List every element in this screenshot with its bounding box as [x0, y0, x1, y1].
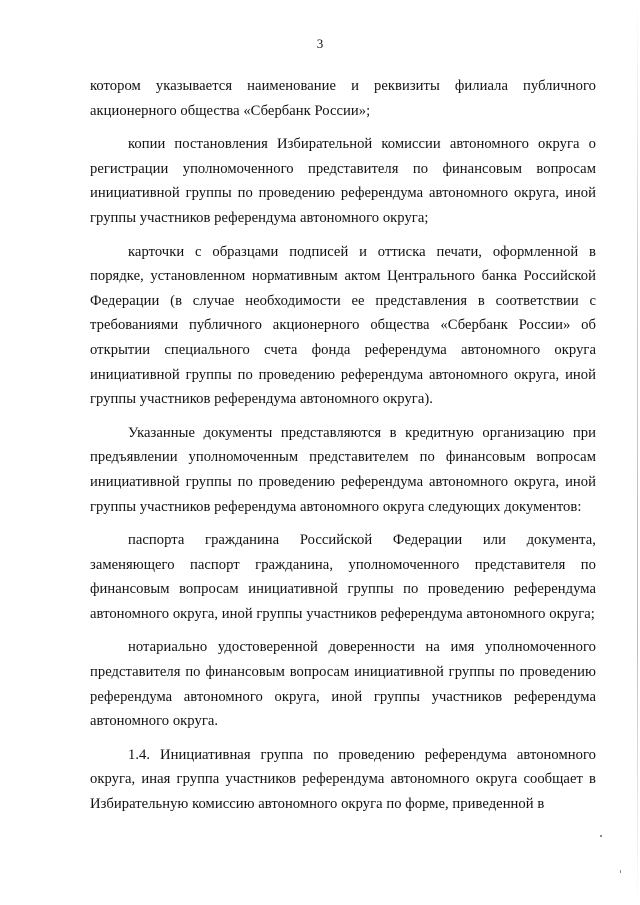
paragraph-resolution-copies: копии постановления Избирательной комиссии автономного округа о регистрации уполномоченного представителя по финансовым вопросам инициативной группы по проведению референдума автономного округа, иной группы участников референдума автономного округа; [90, 136, 596, 226]
paragraph-section-1-4: 1.4. Инициативная группа по проведению референдума автономного округа, иная группа участников референдума автономного округа сообщает в Избирательную комиссию автономного округа по форме, приведенной в [90, 746, 596, 813]
paragraph-signature-cards: карточки с образцами подписей и оттиска печати, оформленной в порядке, установленном нормативным актом Центрального банка Российской Федерации (в случае необходимости ее представления в соответствии с требованиями публичного акционерного общества «Сбербанк России» об открытии специального счета фонда референдума автономного округа инициативной группы по проведению референдума автономного округа, иной группы участников референдума автономного округа). [90, 243, 596, 408]
scan-edge-shadow [637, 0, 638, 905]
scan-speck [620, 870, 621, 873]
paragraph-continuation: котором указывается наименование и реквизиты филиала публичного акционерного общества «Сбербанк России»; [90, 78, 596, 119]
page-number: 3 [316, 36, 324, 51]
paragraph-documents-submitted: Указанные документы представляются в кредитную организацию при предъявлении уполномоченным представителем по финансовым вопросам инициативной группы по проведению референдума автономного округа, иной группы участников референдума автономного округа следующих документов: [90, 424, 596, 515]
document-body [90, 74, 596, 826]
paragraph-passport: паспорта гражданина Российской Федерации или документа, заменяющего паспорт гражданина, уполномоченного представителя по финансовым вопросам инициативной группы по проведению референдума автономного округа, иной группы участников референдума автономного округа; [90, 532, 596, 622]
paragraph-power-of-attorney: нотариально удостоверенной доверенности на имя уполномоченного представителя по финансовым вопросам инициативной группы по проведению референдума автономного округа, иной группы участников референдума автономного округа. [90, 639, 596, 730]
scan-speck [600, 835, 602, 837]
